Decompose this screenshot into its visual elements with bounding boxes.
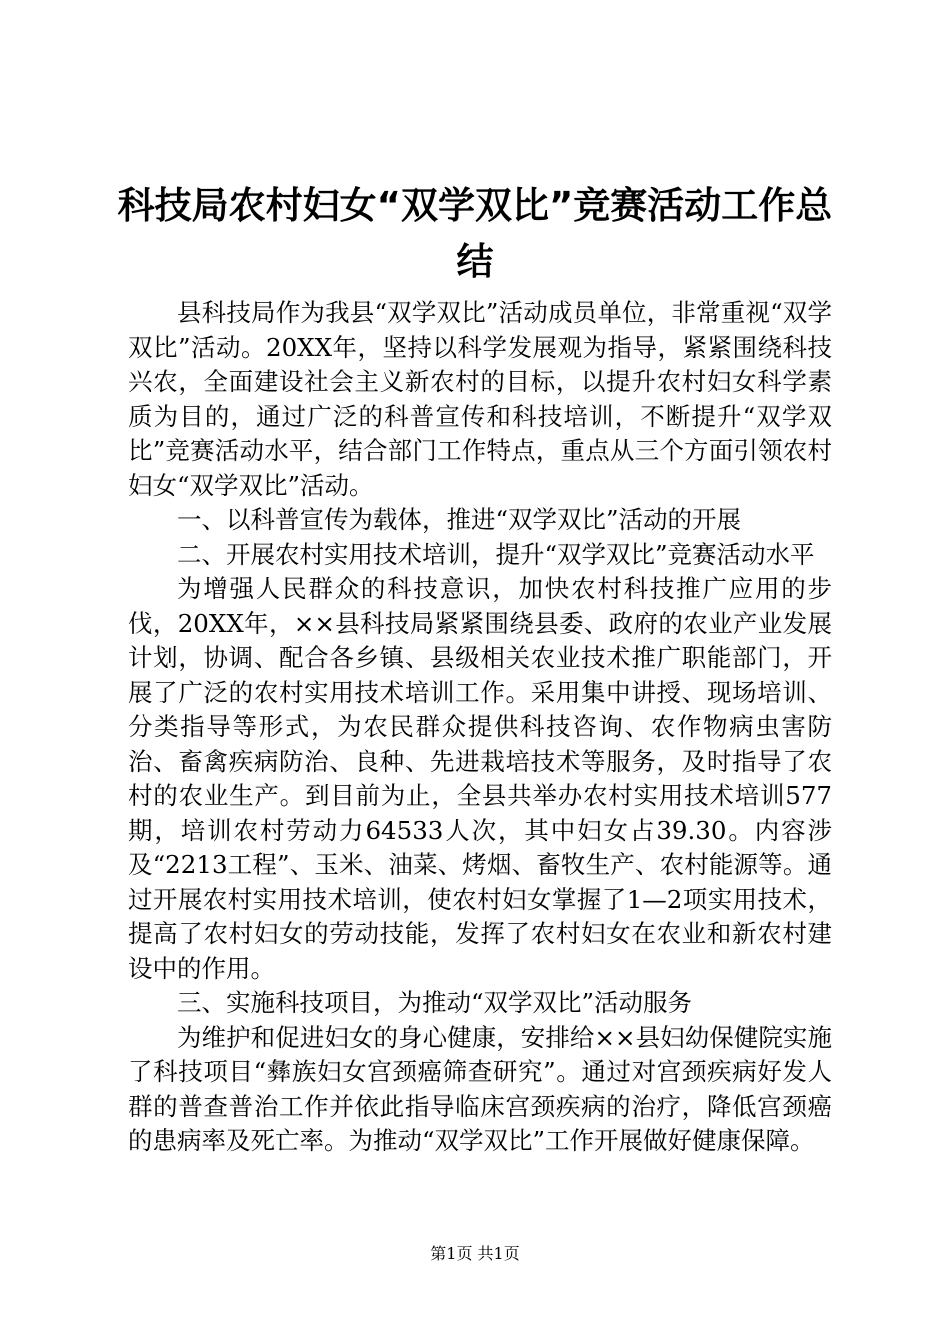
section-heading-3: 三、实施科技项目，为推动“双学双比”活动服务 bbox=[177, 988, 693, 1017]
section-heading-2: 二、开展农村实用技术培训，提升“双学双比”竞赛活动水平 bbox=[177, 539, 815, 569]
paragraph-intro: 县科技局作为我县“双学双比”活动成员单位，非常重视“双学双比”活动。20XX年，坚持以科学发展观为指导，紧紧围绕科技兴农，全面建设社会主义新农村的目标，以提升农村妇女科学素质为目的，通过广泛的科普宣传和科技培训，不断提升“双学双比”竞赛活动水平，结合部门工作特点，重点从三个方面引领农村妇女“双学双比”活动。 bbox=[128, 298, 832, 500]
section-heading-1: 一、以科普宣传为载体，推进“双学双比”活动的开展 bbox=[177, 505, 742, 534]
page-footer: 第1页 共1页 bbox=[430, 1244, 520, 1263]
paragraph-health-project: 为维护和促进妇女的身心健康，安排给××县妇幼保健院实施了科技项目“彝族妇女宫颈癌筛查研究”。通过对宫颈疾病好发人群的普查普治工作并依此指导临床宫颈疾病的治疗，降低宫颈癌的患病率及死亡率。为推动“双学双比”工作开展做好健康保障。 bbox=[128, 1022, 832, 1155]
paragraph-training: 为增强人民群众的科技意识，加快农村科技推广应用的步伐，20XX年，××县科技局紧紧围绕县委、政府的农业产业发展计划，协调、配合各乡镇、县级相关农业技术推广职能部门，开展了广泛的农村实用技术培训工作。采用集中讲授、现场培训、分类指导等形式，为农民群众提供科技咨询、农作物病虫害防治、畜禽疾病防治、良种、先进栽培技术等服务，及时指导了农村的农业生产。到目前为止，全县共举办农村实用技术培训577期，培训农村劳动力64533人次，其中妇女占39.30。内容涉及“2213工程”、玉米、油菜、烤烟、畜牧生产、农村能源等。通过开展农村实用技术培训，使农村妇女掌握了1—2项实用技术，提高了农村妇女的劳动技能，发挥了农村妇女在农业和新农村建设中的作用。 bbox=[128, 574, 832, 983]
document-body bbox=[128, 296, 832, 1159]
document-title: 科技局农村妇女“双学双比”竞赛活动工作总结 bbox=[117, 184, 833, 283]
